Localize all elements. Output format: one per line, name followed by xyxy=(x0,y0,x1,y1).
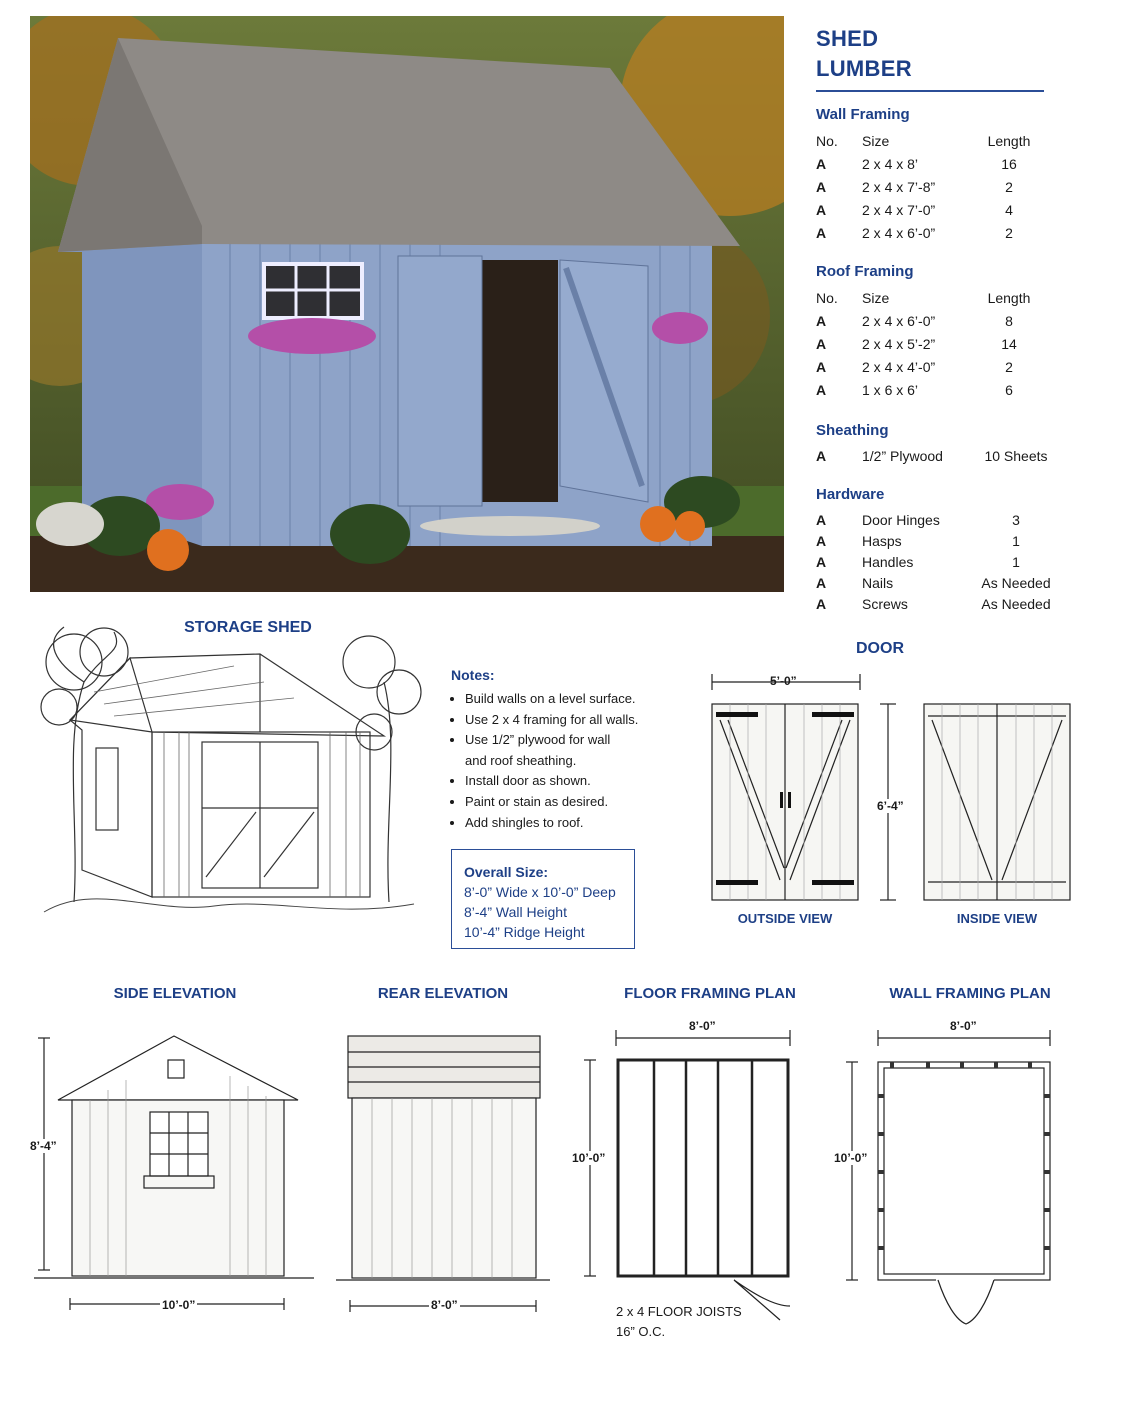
rear-elevation-title: REAR ELEVATION xyxy=(377,985,509,1002)
item-no: A xyxy=(816,358,827,375)
item-name: Screws xyxy=(862,595,908,612)
lumber-title-line1: SHED xyxy=(816,26,879,51)
door-title: DOOR xyxy=(856,640,904,657)
table-row xyxy=(816,355,1042,378)
table-row xyxy=(816,221,1042,244)
floor-joist-note-line2: 16” O.C. xyxy=(616,1324,666,1339)
list-item: • Install door as shown. xyxy=(465,771,638,792)
wall-plan-title: WALL FRAMING PLAN xyxy=(889,985,1051,1002)
lumber-title xyxy=(816,24,912,84)
item-size: 1 x 6 x 6’ xyxy=(862,381,919,398)
item-name: Handles xyxy=(862,553,914,570)
item-qty: 4 xyxy=(1005,201,1013,218)
item-qty: 16 xyxy=(1001,155,1017,172)
item-name: Door Hinges xyxy=(862,511,940,528)
item-no: A xyxy=(816,511,827,528)
table-header-row xyxy=(816,129,1042,152)
storage-shed-sketch xyxy=(34,622,424,922)
item-size: 2 x 4 x 5’-2” xyxy=(862,335,936,352)
roof-framing-title: Roof Framing xyxy=(816,263,914,280)
door-width-label: 5’-0” xyxy=(770,674,797,688)
overall-size-line: 10’-4” Ridge Height xyxy=(464,924,585,940)
item-no: A xyxy=(816,532,827,549)
item-qty: 1 xyxy=(1012,532,1020,549)
floor-joist-note-line1: 2 x 4 FLOOR JOISTS xyxy=(616,1304,742,1319)
table-row xyxy=(816,551,1056,572)
col-size: Size xyxy=(862,289,890,306)
table-row xyxy=(816,198,1042,221)
list-item: • Add shingles to roof. xyxy=(465,813,638,834)
hardware-title: Hardware xyxy=(816,486,885,503)
list-item: • Paint or stain as desired. xyxy=(465,792,638,813)
floor-width-label: 8’-0” xyxy=(689,1019,716,1033)
floor-joist-note xyxy=(616,1302,742,1342)
item-no: A xyxy=(816,155,827,172)
overall-size-title: Overall Size: xyxy=(464,864,549,880)
lumber-title-line2: LUMBER xyxy=(816,56,912,81)
item-no: A xyxy=(816,574,827,591)
item-qty: 2 xyxy=(1005,178,1013,195)
item-size: 2 x 4 x 7’-8” xyxy=(862,178,936,195)
col-length: Length xyxy=(987,132,1031,149)
wall-width-label: 8’-0” xyxy=(950,1019,977,1033)
item-no: A xyxy=(816,335,827,352)
item-qty: 10 Sheets xyxy=(984,447,1048,464)
item-no: A xyxy=(816,381,827,398)
door-height-label: 6’-4” xyxy=(877,799,904,813)
title-rule xyxy=(816,90,1044,92)
item-size: 2 x 4 x 8’ xyxy=(862,155,919,172)
col-size: Size xyxy=(862,132,890,149)
side-height-label: 8’-4” xyxy=(30,1139,57,1153)
col-no: No. xyxy=(816,132,838,149)
item-size: 2 x 4 x 6’-0” xyxy=(862,312,936,329)
overall-size-box xyxy=(451,849,635,949)
side-elevation-title: SIDE ELEVATION xyxy=(113,985,237,1002)
floor-depth-label: 10’-0” xyxy=(572,1151,606,1165)
floor-plan-drawing xyxy=(584,1024,804,1324)
item-qty: 14 xyxy=(1001,335,1017,352)
overall-size-line: 8’-4” Wall Height xyxy=(464,904,567,920)
table-row xyxy=(816,509,1056,530)
item-qty: As Needed xyxy=(981,595,1051,612)
sheathing-table xyxy=(816,444,1056,467)
item-size: 2 x 4 x 4’-0” xyxy=(862,358,936,375)
outside-view-caption: OUTSIDE VIEW xyxy=(737,911,833,926)
item-qty: 1 xyxy=(1012,553,1020,570)
list-item: and roof sheathing. xyxy=(465,752,577,768)
floor-plan-title: FLOOR FRAMING PLAN xyxy=(624,985,796,1002)
notes-title: Notes: xyxy=(451,667,495,683)
list-item: • Use 1/2” plywood for wall xyxy=(465,730,638,751)
item-no: A xyxy=(816,447,827,464)
inside-view-caption: INSIDE VIEW xyxy=(956,911,1038,926)
item-qty: 2 xyxy=(1005,358,1013,375)
side-width-label: 10’-0” xyxy=(162,1298,196,1312)
table-row xyxy=(816,593,1056,614)
item-no: A xyxy=(816,224,827,241)
col-no: No. xyxy=(816,289,838,306)
table-row xyxy=(816,572,1056,593)
table-row xyxy=(816,175,1042,198)
shed-photo xyxy=(30,16,784,592)
side-elevation-drawing xyxy=(34,1030,314,1320)
roof-framing-table xyxy=(816,286,1042,401)
table-row xyxy=(816,309,1042,332)
wall-framing-title: Wall Framing xyxy=(816,106,910,123)
item-name: Hasps xyxy=(862,532,902,549)
item-name: Nails xyxy=(862,574,894,591)
table-row xyxy=(816,530,1056,551)
overall-size-line: 8’-0” Wide x 10’-0” Deep xyxy=(464,884,616,900)
table-row xyxy=(816,378,1042,401)
rear-elevation-drawing xyxy=(336,1034,550,1320)
item-qty: 2 xyxy=(1005,224,1013,241)
table-row xyxy=(816,444,1056,467)
item-size: 2 x 4 x 7’-0” xyxy=(862,201,936,218)
sheathing-title: Sheathing xyxy=(816,422,889,439)
item-size: 2 x 4 x 6’-0” xyxy=(862,224,936,241)
hardware-table xyxy=(816,509,1056,614)
item-no: A xyxy=(816,312,827,329)
door-drawing xyxy=(700,668,1080,908)
item-no: A xyxy=(816,201,827,218)
item-qty: 3 xyxy=(1012,511,1020,528)
wall-plan-drawing xyxy=(846,1024,1056,1330)
notes-list xyxy=(451,689,638,833)
item-size: 1/2” Plywood xyxy=(862,447,943,464)
item-qty: As Needed xyxy=(981,574,1051,591)
list-item: • Build walls on a level surface. xyxy=(465,689,638,710)
col-length: Length xyxy=(987,289,1031,306)
storage-shed-title: STORAGE SHED xyxy=(184,619,312,636)
wall-framing-table xyxy=(816,129,1042,244)
item-no: A xyxy=(816,595,827,612)
table-header-row xyxy=(816,286,1042,309)
item-qty: 8 xyxy=(1005,312,1013,329)
table-row xyxy=(816,332,1042,355)
rear-width-label: 8’-0” xyxy=(431,1298,458,1312)
item-qty: 6 xyxy=(1005,381,1013,398)
item-no: A xyxy=(816,178,827,195)
item-no: A xyxy=(816,553,827,570)
list-item: • Use 2 x 4 framing for all walls. xyxy=(465,710,638,731)
wall-depth-label: 10’-0” xyxy=(834,1151,868,1165)
table-row xyxy=(816,152,1042,175)
